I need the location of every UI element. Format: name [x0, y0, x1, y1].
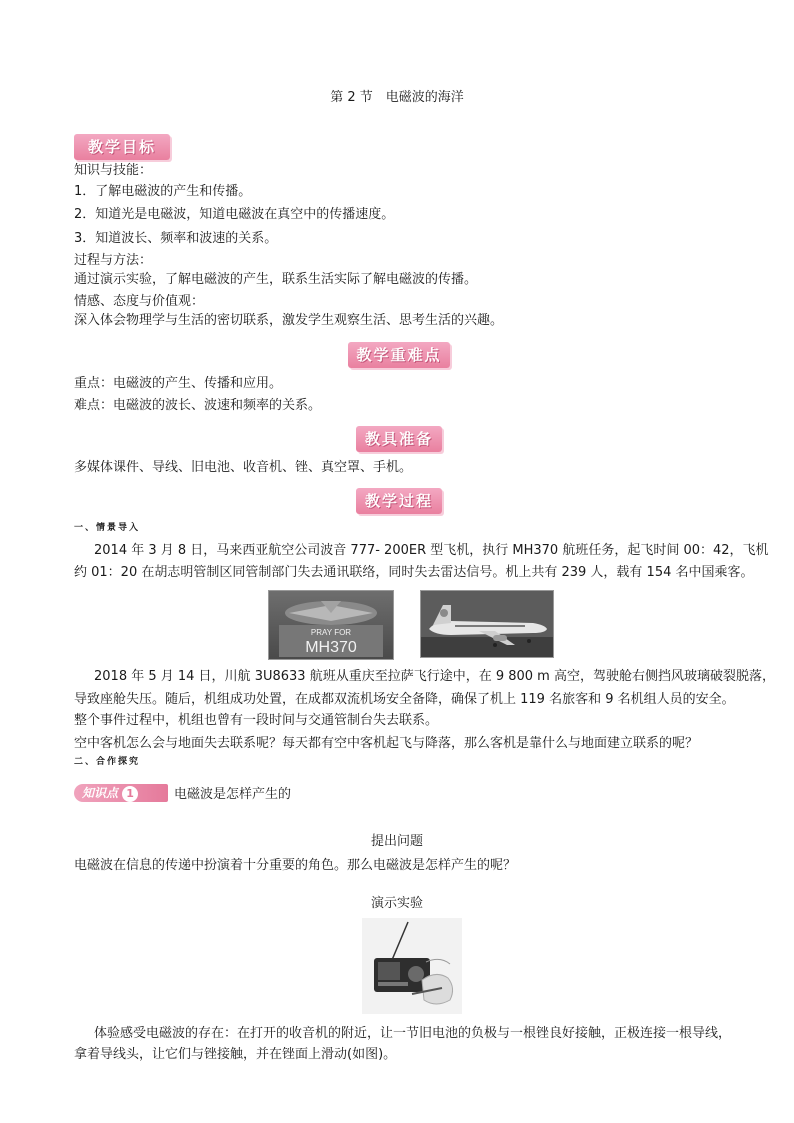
sand-sculpture-illustration — [269, 591, 393, 659]
knowledge-label: 知识与技能： — [74, 163, 153, 178]
radio-illustration — [362, 918, 462, 1014]
airplane-illustration — [421, 591, 553, 657]
question-text: 电磁波在信息的传递中扮演着十分重要的角色。那么电磁波是怎样产生的呢？ — [74, 858, 517, 873]
knowledge-item: 1．了解电磁波的产生和传播。 — [74, 184, 252, 199]
lead-question: 空中客机怎么会与地面失去联系呢？每天都有空中客机起飞与降落，那么客机是靠什么与地面建立联系的呢？ — [74, 736, 699, 751]
knowledge-item: 2．知道光是电磁波，知道电磁波在真空中的传播速度。 — [74, 207, 395, 222]
materials-text: 多媒体课件、导线、旧电池、收音机、锉、真空罩、手机。 — [74, 460, 413, 475]
knowledge-point-badge — [74, 784, 168, 802]
teaching-process-heading-text: 教学过程 — [364, 492, 433, 510]
teaching-process-heading — [356, 488, 442, 514]
knowledge-point-label: 知识点 — [82, 786, 119, 800]
knowledge-item: 3．知道波长、频率和波速的关系。 — [74, 231, 278, 246]
event-paragraph-line: 2018 年 5 月 14 日，川航 3U8633 航班从重庆至拉萨飞行途中，在 9 800 m 高空，驾驶舱右侧挡风玻璃破裂脱落， — [94, 669, 775, 684]
intro-paragraph-line: 约 01：20 在胡志明管制区同管制部门失去通讯联络，同时失去雷达信号。机上共有 239 人，载有 154 名中国乘客。 — [74, 565, 754, 580]
emotion-text: 深入体会物理学与生活的密切联系，激发学生观察生活、思考生活的兴趣。 — [74, 313, 504, 328]
intro-paragraph-line: 2014 年 3 月 8 日，马来西亚航空公司波音 777- 200ER 型飞机，执行 MH370 航班任务，起飞时间 00：42，飞机 — [94, 543, 769, 558]
section-intro-heading: 一、情景导入 — [74, 523, 141, 533]
page-title: 第 2 节 电磁波的海洋 — [330, 90, 464, 105]
key-points-heading-text: 教学重难点 — [356, 346, 442, 364]
experiment-paragraph-line: 体验感受电磁波的存在：在打开的收音机的附近，让一节旧电池的负极与一根锉良好接触，正极连接一根导线， — [94, 1026, 732, 1041]
event-paragraph-line: 导致座舱失压。随后，机组成功处置，在成都双流机场安全备降，确保了机上 119 名旅客和 9 名机组人员的安全。 — [74, 692, 735, 707]
sand-text-pray-for: PRAY FOR — [310, 628, 352, 637]
section-explore-heading: 二、合作探究 — [74, 757, 141, 767]
demo-label: 演示实验 — [370, 896, 423, 911]
teaching-goals-heading — [74, 134, 170, 160]
key-points-heading — [348, 342, 450, 368]
materials-heading — [356, 426, 442, 452]
sand-text-mh370: MH370 — [305, 639, 357, 656]
materials-heading-text: 教具准备 — [364, 430, 433, 448]
process-label: 过程与方法： — [74, 253, 153, 268]
emotion-label: 情感、态度与价值观： — [74, 294, 205, 309]
event-paragraph-line: 整个事件过程中，机组也曾有一段时间与交通管制台失去联系。 — [74, 713, 439, 728]
process-text: 通过演示实验，了解电磁波的产生，联系生活实际了解电磁波的传播。 — [74, 272, 478, 287]
sand-sculpture-image — [268, 590, 394, 660]
teaching-goals-heading-text: 教学目标 — [87, 138, 156, 156]
key-point-text: 重点：电磁波的产生、传播和应用。 — [74, 376, 283, 391]
experiment-paragraph-line: 拿着导线头，让它们与锉接触，并在锉面上滑动(如图)。 — [74, 1047, 397, 1062]
difficult-point-text: 难点：电磁波的波长、波速和频率的关系。 — [74, 398, 322, 413]
airplane-image — [420, 590, 554, 658]
knowledge-point-number: 1 — [122, 786, 138, 802]
knowledge-point-title: 电磁波是怎样产生的 — [174, 787, 292, 802]
radio-experiment-image — [362, 918, 462, 1014]
raise-question-label: 提出问题 — [370, 834, 423, 849]
